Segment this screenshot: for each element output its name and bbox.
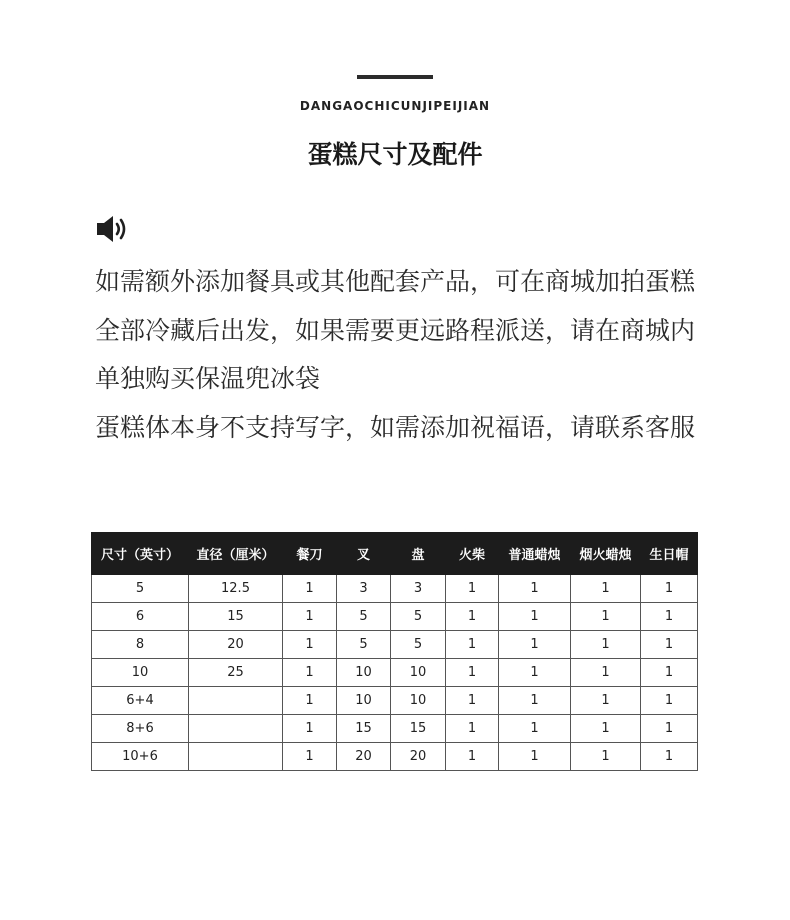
table-header-row [92, 533, 698, 575]
speaker-icon [95, 213, 131, 245]
table-cell: 1 [571, 715, 641, 743]
accessory-table [91, 532, 698, 771]
table-cell: 1 [571, 631, 641, 659]
table-cell: 1 [499, 659, 571, 687]
notes-block [95, 258, 705, 452]
table-row [92, 743, 698, 771]
table-cell: 1 [499, 631, 571, 659]
table-cell: 10 [92, 659, 189, 687]
table-cell: 20 [189, 631, 283, 659]
table-cell: 6 [92, 603, 189, 631]
table-cell: 5 [337, 603, 391, 631]
table-cell: 1 [641, 687, 698, 715]
column-header: 火柴 [446, 533, 499, 575]
table-cell: 1 [446, 575, 499, 603]
note-paragraph: 蛋糕体本身不支持写字，如需添加祝福语，请联系客服 [95, 412, 696, 442]
table-cell: 15 [337, 715, 391, 743]
table-cell: 1 [641, 659, 698, 687]
table-cell: 5 [92, 575, 189, 603]
table-cell: 15 [391, 715, 446, 743]
table-cell: 10 [337, 659, 391, 687]
table-cell: 5 [337, 631, 391, 659]
table-cell: 1 [283, 659, 337, 687]
table-cell: 10+6 [92, 743, 189, 771]
table-cell: 20 [391, 743, 446, 771]
table-cell: 8 [92, 631, 189, 659]
note-paragraph: 如需额外添加餐具或其他配套产品，可在商城加拍蛋糕全部冷藏后出发，如果需要更远路程派送，请在商城内单独购买保温兜冰袋 [95, 267, 696, 393]
table-row [92, 715, 698, 743]
table-cell: 1 [283, 743, 337, 771]
table-cell: 1 [283, 575, 337, 603]
table-cell: 12.5 [189, 575, 283, 603]
column-header: 直径（厘米） [189, 533, 283, 575]
title-decoration-bar [357, 75, 433, 79]
table-body [92, 575, 698, 771]
table-cell: 1 [641, 715, 698, 743]
table-cell: 6+4 [92, 687, 189, 715]
table-cell: 1 [446, 743, 499, 771]
column-header: 盘 [391, 533, 446, 575]
column-header: 普通蜡烛 [499, 533, 571, 575]
table-cell: 1 [499, 743, 571, 771]
table-row [92, 659, 698, 687]
table-cell: 1 [571, 743, 641, 771]
table-cell: 1 [446, 715, 499, 743]
table-cell [189, 687, 283, 715]
table-cell: 1 [283, 603, 337, 631]
table-cell: 1 [641, 743, 698, 771]
table-cell: 15 [189, 603, 283, 631]
table-cell: 10 [391, 687, 446, 715]
table-cell: 1 [499, 575, 571, 603]
table-cell: 1 [641, 575, 698, 603]
section-title: 蛋糕尺寸及配件 [307, 140, 483, 169]
column-header: 烟火蜡烛 [571, 533, 641, 575]
table-cell: 1 [499, 687, 571, 715]
table-cell: 5 [391, 603, 446, 631]
table-cell [189, 715, 283, 743]
column-header: 叉 [337, 533, 391, 575]
table-row [92, 631, 698, 659]
column-header: 尺寸（英寸） [92, 533, 189, 575]
table-cell: 1 [446, 687, 499, 715]
table-cell: 1 [283, 687, 337, 715]
column-header: 餐刀 [283, 533, 337, 575]
table-cell: 1 [571, 687, 641, 715]
table-cell: 1 [571, 603, 641, 631]
table-cell: 1 [499, 715, 571, 743]
table-cell: 3 [337, 575, 391, 603]
table-cell: 8+6 [92, 715, 189, 743]
table-cell: 5 [391, 631, 446, 659]
table-row [92, 687, 698, 715]
table-cell: 10 [391, 659, 446, 687]
table-cell: 25 [189, 659, 283, 687]
table-cell: 1 [446, 631, 499, 659]
table-cell: 10 [337, 687, 391, 715]
table-cell: 20 [337, 743, 391, 771]
table-cell: 1 [571, 659, 641, 687]
table-cell: 1 [641, 603, 698, 631]
column-header: 生日帽 [641, 533, 698, 575]
table-cell: 1 [446, 603, 499, 631]
table-cell: 1 [641, 631, 698, 659]
table-cell: 1 [499, 603, 571, 631]
table-row [92, 603, 698, 631]
table-cell [189, 743, 283, 771]
table-cell: 1 [283, 715, 337, 743]
table-cell: 1 [446, 659, 499, 687]
table-cell: 3 [391, 575, 446, 603]
section-subtitle: DANGAOCHICUNJIPEIJIAN [299, 99, 491, 113]
table-cell: 1 [283, 631, 337, 659]
table-cell: 1 [571, 575, 641, 603]
table-row [92, 575, 698, 603]
